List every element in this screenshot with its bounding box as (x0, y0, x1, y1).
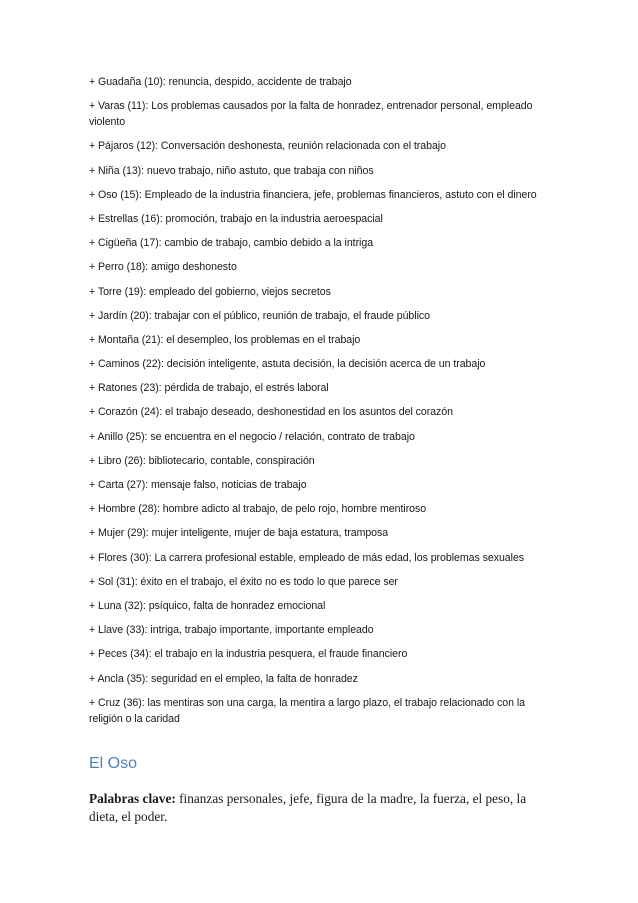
list-item: + Jardín (20): trabajar con el público, reunión de trabajo, el fraude público (89, 309, 430, 322)
list-item: + Corazón (24): el trabajo deseado, deshonestidad en los asuntos del corazón (89, 406, 453, 419)
list-item: + Llave (33): intriga, trabajo importante, importante empleado (89, 624, 374, 637)
list-item: + Perro (18): amigo deshonesto (89, 261, 237, 274)
list-item: + Flores (30): La carrera profesional estable, empleado de más edad, los problemas sexuales (89, 551, 525, 564)
keywords-text: finanzas personales, jefe, figura de la madre, la fuerza, el peso, la dieta, el poder. (89, 791, 527, 824)
list-item: + Oso (15): Empleado de la industria financiera, jefe, problemas financieros, astuto con el dinero (89, 188, 537, 201)
list-item: + Torre (19): empleado del gobierno, viejos secretos (89, 285, 331, 298)
list-item: + Varas (11): Los problemas causados por la falta de honradez, entrenador personal, empleado violento (89, 100, 533, 129)
keywords-label: Palabras clave: (89, 791, 176, 806)
list-item: + Guadaña (10): renuncia, despido, accidente de trabajo (89, 76, 352, 88)
list-item: + Niña (13): nuevo trabajo, niño astuto, que trabaja con niños (89, 164, 374, 177)
list-item: + Carta (27): mensaje falso, noticias de trabajo (89, 479, 307, 491)
list-item: + Ancla (35): seguridad en el empleo, la falta de honradez (89, 672, 358, 685)
list-item: + Pájaros (12): Conversación deshonesta, reunión relacionada con el trabajo (89, 140, 446, 153)
list-item: + Cruz (36): las mentiras son una carga, la mentira a largo plazo, el trabajo relacionado con la religión o la caridad (89, 696, 525, 725)
list-item: + Mujer (29): mujer inteligente, mujer de baja estatura, tramposa (89, 527, 389, 540)
section-heading: El Oso (89, 755, 138, 772)
list-item: + Peces (34): el trabajo en la industria pesquera, el fraude financiero (89, 648, 408, 661)
list-item: + Luna (32): psíquico, falta de honradez emocional (89, 599, 326, 612)
card-meanings-list (89, 74, 557, 735)
list-item: + Caminos (22): decisión inteligente, astuta decisión, la decisión acerca de un trabajo (89, 358, 486, 371)
list-item: + Hombre (28): hombre adicto al trabajo, de pelo rojo, hombre mentiroso (89, 503, 427, 516)
list-item: + Anillo (25): se encuentra en el negocio / relación, contrato de trabajo (89, 430, 415, 443)
list-item: + Montaña (21): el desempleo, los problemas en el trabajo (89, 333, 361, 346)
list-item: + Estrellas (16): promoción, trabajo en la industria aeroespacial (89, 212, 383, 225)
list-item: + Sol (31): éxito en el trabajo, el éxito no es todo lo que parece ser (89, 575, 398, 588)
list-item: + Cigüeña (17): cambio de trabajo, cambio debido a la intriga (89, 237, 374, 250)
keywords-paragraph (89, 790, 551, 826)
list-item: + Ratones (23): pérdida de trabajo, el estrés laboral (89, 382, 329, 395)
list-item: + Libro (26): bibliotecario, contable, conspiración (89, 454, 315, 467)
